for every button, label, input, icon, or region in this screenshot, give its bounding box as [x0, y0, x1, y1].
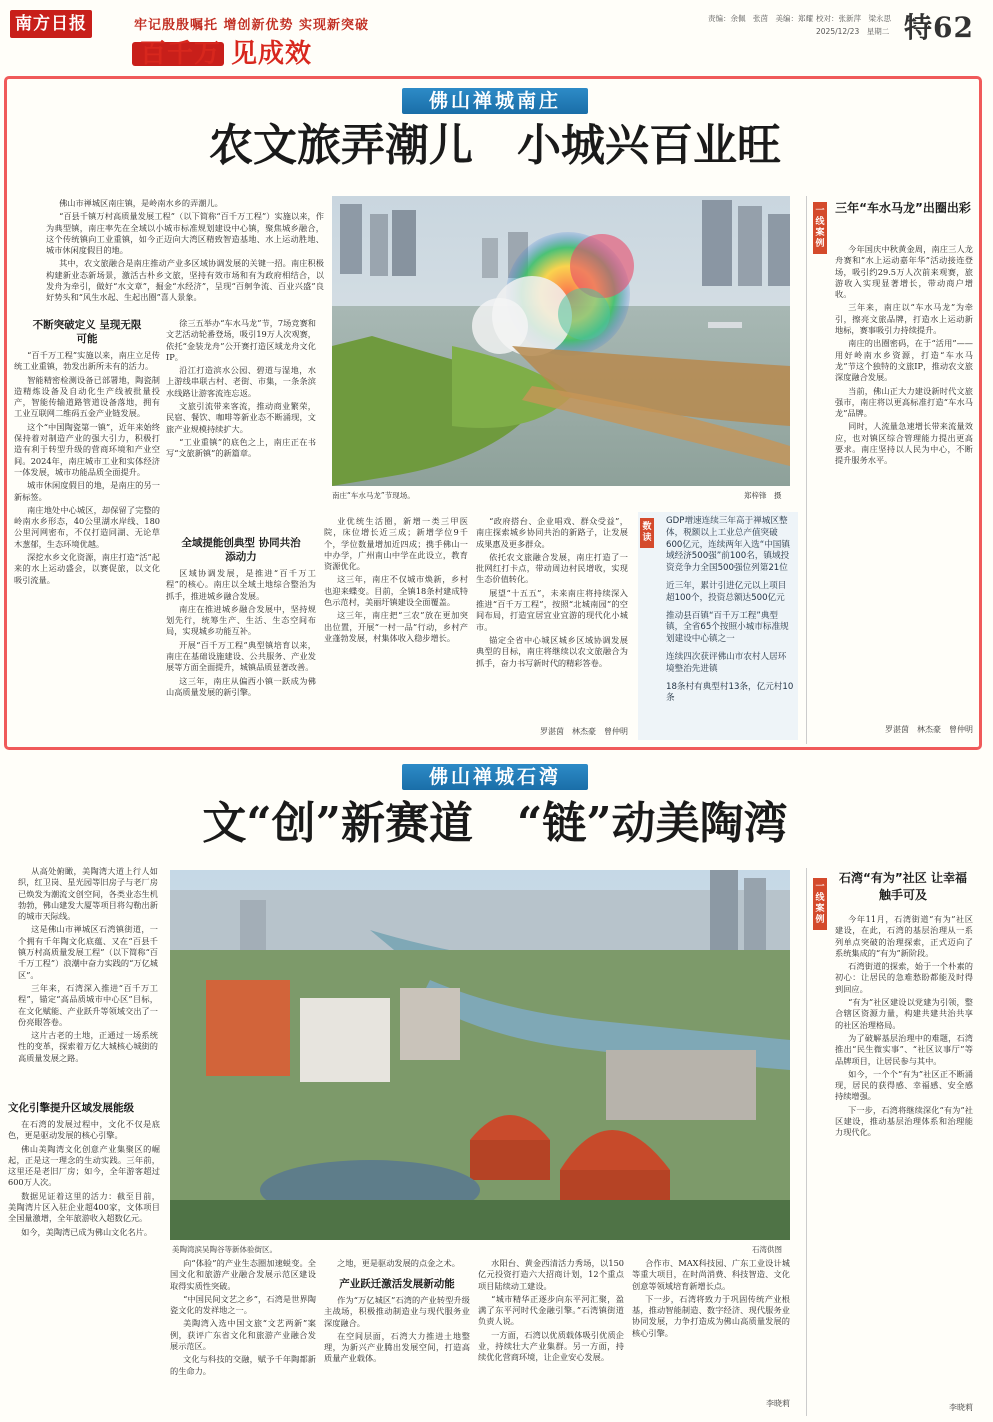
paragraph: 业优统生活圈，新增一类三甲医院，床位增长近三成；新增学位9千个，学位数量增加近四成；携手佛山一中办学，广州南山中学在此设立，教育资源优化。: [324, 516, 468, 572]
paragraph: 同时，人流量急速增长带来流量效应，也对镇区综合管理能力提出更高要求。南庄坚持以人民为中心，不断提升服务水平。: [835, 421, 973, 466]
paragraph: 这三年，南庄从偏西小镇一跃成为佛山高质量发展的新引擎。: [166, 675, 316, 697]
paragraph: 如今，美陶湾已成为佛山文化名片。: [21, 1226, 153, 1237]
paragraph: “城市精华正逐步向东平河汇聚，盈满了东平河时代金融引擎。”石湾镇街道负责人说。: [478, 1293, 624, 1327]
top-column-1: [14, 318, 160, 744]
paragraph: 锚定全省中心城区城乡区域协调发展典型的目标，南庄将继续以农文旅融合为抓手，奋力书写新时代的精彩答卷。: [476, 634, 628, 668]
sidebar-title: 三年“车水马龙”出圈出彩: [835, 201, 971, 215]
paragraph: 下一步，石湾将致力于巩固传统产业根基，推动智能制造、数字经济、现代服务业协同发展，力争打造成为佛山高质量发展的核心引擎。: [632, 1293, 790, 1338]
paragraph: 数据见证着这里的活力：截至目前，美陶湾片区入驻企业超400家，文体项目全国量激增，全年旅游收入超数亿元。: [8, 1190, 160, 1224]
paragraph: “政府搭台、企业唱戏、群众受益”，南庄探索城乡协同共治的新路子，让发展成果惠及更多群众。: [476, 516, 628, 549]
bottom-column-1: [8, 1100, 160, 1416]
fact-item: 推动县百镇“百千万工程”典型镇，全省65个按照小城市标准规划建设中心镇之一: [666, 610, 789, 645]
paragraph: 在空间层面，石湾大力推进土地整理，为新兴产业腾出发展空间，打造高质量产业载体。: [324, 1330, 470, 1364]
bottom-lead: [18, 866, 158, 1076]
paragraph: 一方面，石湾以优质载体吸引优质企业，持续壮大产业集群。另一方面，持续优化营商环境，让企业安心发展。: [478, 1329, 624, 1363]
column-body: [476, 516, 628, 726]
top-headline: 农文旅弄潮儿 小城兴百业旺: [209, 120, 781, 171]
paragraph: 向“体验”的产业生态圈加速蜕变。全国文化和旅游产业融合发展示范区建设取得实质性突破。: [170, 1258, 316, 1291]
bottom-photo-caption: 美陶湾滨吴陶谷等新体验街区。: [172, 1245, 277, 1254]
bottom-photo-credit: 石湾供图: [752, 1245, 782, 1254]
top-lead: [46, 198, 324, 303]
paragraph: 今年国庆中秋黄金周，南庄三人龙舟赛和“水上运动嘉年华”活动接连登场，吸引约29.5万人次前来观赛，旅游收入实现显著增长，带动商户增收。: [835, 244, 973, 300]
paragraph: 南庄地处中心城区，却保留了完整的岭南水乡形态，40公里湖水岸线、180公里河网密布，不仅打造同湖、无论草木葱郁，生态环境优越。: [14, 504, 160, 549]
paragraph: 这三年，南庄把“三农”放在更加突出位置，开展“一村一品”行动，乡村产业蓬勃发展，村集体收入稳步增长。: [324, 610, 468, 643]
paragraph: 水阳台、黄金西清活力秀场，以150亿元投资打造六大招商计划，12个重点项目陆续动工建设。: [478, 1258, 624, 1291]
paragraph: 如今，一个个“有为”社区正不断涌现，居民的获得感、幸福感、安全感持续增强。: [835, 1068, 973, 1102]
top-column-4: [476, 516, 628, 744]
column-subhead: 文化引擎提升区域发展能级: [8, 1102, 134, 1114]
paragraph: “中国民间文艺之乡”，石湾是世界陶瓷文化的发祥地之一。: [170, 1293, 316, 1316]
top-column-2: [166, 318, 316, 744]
paragraph: 之地，更是驱动发展的点金之术。: [337, 1258, 460, 1268]
lead-paragraph: 这是佛山市禅城区石湾镇街道，一个拥有千年陶文化底蕴、又在“百县千镇万村高质量发展工程”（以下简称“百千万工程”）浪潮中奋力实践的“万亿城区”。: [18, 924, 158, 980]
lead-paragraph: “百县千镇万村高质量发展工程”（以下简称“百千万工程”）实施以来，作为典型镇，南庄率先在全域以小城市标准规划建设中心镇，聚焦城乡融合，这个传统镇向工业重镇，如今正迈向大湾区精致智造基地、水上运动胜地、城市休闲度假目的地。: [46, 211, 324, 256]
bottom-column-3: [324, 1258, 470, 1416]
bottom-section-banner: [402, 764, 588, 790]
paragraph: 佛山美陶湾文化创意产业集聚区的崛起，正是这一理念的生动实践。三年前，这里还是老旧厂房；如今，全年游客超过600万人次。: [8, 1143, 160, 1188]
paragraph: 深挖水乡文化资源，南庄打造“活”起来的水上运动盛会，以赛促旅，以文化吸引流量。: [14, 552, 160, 585]
column-body: [324, 1258, 470, 1274]
paragraph: 这三年，南庄不仅城市焕新，乡村也迎来蝶变。目前，全镇18条村建成特色示范村，美丽圩镇建设全面覆盖。: [324, 574, 468, 608]
top-section-banner: [402, 88, 588, 114]
bottom-photo-taowan: [170, 870, 790, 1240]
paragraph: 南庄的出圈密码，在于“活用”——用好岭南水乡资源，打造“车水马龙”节这个独特的文旅IP，推动农文旅深度融合发展。: [835, 338, 973, 383]
paragraph: 今年11月，石湾街道“有为”社区建设，在此，石湾的基层治理从一系列单点突破的治理探索，正式迈向了系统集成的“有为”新阶段。: [835, 914, 973, 958]
sidebar-body: [835, 914, 973, 1398]
paragraph: 南庄在推进城乡融合发展中，坚持规划先行，统筹生产、生活、生态空间布局，实现城乡功能互补。: [166, 603, 316, 637]
column-body: [166, 318, 316, 530]
sidebar-byline: 罗湛茵 林杰豪 曾仲明: [885, 725, 973, 734]
paragraph: 沿江打造滨水公园、碧道与湿地，水上游线串联古村、老街、市集，一条条滨水线路让游客流连忘返。: [166, 365, 316, 398]
sidebar-tag: 一线案例: [813, 878, 827, 930]
bottom-column-4: [478, 1258, 624, 1416]
paragraph: 当前，佛山正大力建设新时代文旅强市，南庄将以更高标准打造“车水马龙”品牌。: [835, 385, 973, 419]
paragraph: 开展“百千万工程”典型镇培育以来，南庄在基础设施建设、公共服务、产业发展等方面全面提升，城镇品质显著改善。: [166, 639, 316, 673]
fact-item: 近三年，累计引进亿元以上项目超100个，投资总额达500亿元: [666, 580, 787, 603]
byline: 罗湛茵 林杰豪 曾仲明: [540, 727, 628, 736]
facts-box: [638, 512, 798, 740]
paragraph: “工业重镇”的底色之上，南庄正在书写“文旅新镇”的新篇章。: [166, 436, 316, 459]
facts-list: [666, 516, 794, 711]
bottom-headline: 文“创”新赛道 “链”动美陶湾: [202, 798, 788, 849]
paragraph: 下一步，石湾将继续深化“有为”社区建设，推动基层治理体系和治理能力现代化。: [835, 1104, 973, 1138]
special-column-title: 百千万 见成效: [140, 39, 313, 69]
masthead: [0, 0, 993, 74]
logo-text: 南方日报: [15, 14, 87, 34]
fact-item: 18条村有典型村13条，亿元村10条: [666, 681, 794, 704]
sidebar-byline: 李晓莉: [949, 1403, 973, 1412]
bottom-sidebar: [806, 868, 979, 1416]
taowan-aerial-illustration: [170, 870, 790, 1240]
paragraph: 区域协调发展，是推进“百千万工程”的核心。南庄以全域土地综合整治为抓手，推进城乡融合发展。: [166, 568, 316, 601]
lead-paragraph: 从高处俯瞰，美陶湾大道上行人如织，红卫岗、星光园等旧房子与老厂房已焕发为潮流文创空间，各类业态生机勃勃，佛山建发大厦等项目将勾勒出新的城市天际线。: [18, 866, 158, 922]
paragraph: 徐三五举办“车水马龙”节，7场竞赛和文艺活动轮番登场，吸引19万人次观赛，依托“金装龙舟”公开赛打造区域龙舟文化IP。: [166, 318, 316, 362]
newspaper-logo: [10, 10, 92, 38]
facts-tag: 数读: [640, 518, 654, 548]
dragon-boat-illustration: [332, 196, 790, 486]
paragraph: 文化与科技的交融，赋予千年陶都新的生命力。: [170, 1354, 316, 1376]
paragraph: 文旅引流带来客流，推动商业繁荣，民宿、餐饮、咖啡等新业态不断涌现，文旅产业规模持续扩大。: [166, 401, 316, 434]
byline: 李晓莉: [766, 1399, 790, 1408]
column-body: [8, 1119, 160, 1415]
column-body: [166, 568, 316, 736]
special-column-badge: [132, 38, 358, 70]
sidebar-tag: 一线案例: [813, 202, 827, 254]
fact-item: GDP增速连续三年高于禅城区整体，税额以上工业总产值突破600亿元，连续两年入选“中国镇域经济500强”前100名，镇域投资竞争力全国500强位列第21位: [666, 516, 790, 574]
masthead-slogan: 牢记殷殷嘱托 增创新优势 实现新突破: [134, 18, 370, 33]
paragraph: “百千万工程”实施以来，南庄立足传统工业重镇，勃发出新所未有的活力。: [14, 350, 160, 372]
bottom-column-2: [170, 1258, 316, 1416]
column-subhead: 全域提能创典型 协同共治添动力: [181, 537, 301, 563]
sidebar-title: 石湾“有为”社区 让幸福触手可及: [839, 871, 967, 902]
column-subhead: 产业跃迁激活发展新动能: [339, 1278, 455, 1290]
paragraph: 依托农文旅融合发展，南庄打造了一批网红打卡点，带动周边村民增收，实现生态价值转化。: [476, 551, 628, 585]
column-body: [324, 1295, 470, 1413]
paragraph: 这个“中国陶瓷第一镇”，近年来始终保持着对制造产业的强大引力，积极打造有利于转型升级的营商环境和产业空间。2024年，南庄城市工业和实体经济一体发展，城市功能品质全面提升。: [14, 421, 160, 477]
paragraph: 合作市、MAX科技园、广东工业设计城等重大项目，在时尚消费、科技智造、文化创意等领域培育新增长点。: [632, 1258, 790, 1291]
editor-credits: 责编：余佩 张茵 美编：郑耀: [708, 14, 813, 23]
paragraph: 在石湾的发展过程中，文化不仅是底色，更是驱动发展的核心引擎。: [8, 1119, 160, 1141]
column-subhead: 不断突破定义 呈现无限可能: [32, 319, 142, 345]
top-photo-caption: 南庄“车水马龙”节现场。: [332, 491, 415, 500]
lead-paragraph: 其中，农文旅融合是南庄推动产业多区域协调发展的关键一招。南庄积极构建新业态新场景，激活古朴乡文旅，坚持有效市场和有为政府相结合，以发舟为牵引，做好“水文章”，掘金“水经济”，呈现“百舸争流、百业兴盛”良好势头和“风生水起、生起出圈”喜人景象。: [46, 258, 324, 303]
bottom-section-banner-text: 佛山禅城石湾: [428, 766, 561, 788]
paragraph: 三年来，南庄以“车水马龙”为牵引，擦亮文旅品牌，打造水上运动新地标，赛事吸引力持续提升。: [835, 302, 973, 336]
paragraph: 展望“十五五”，未来南庄将持续深入推进“百千万工程”，按照“北城南园”的空间布局，打造宜居宜业宜游的现代化小城市。: [476, 587, 628, 632]
lead-paragraph: 三年来，石湾深入推进“百千万工程”，锚定“高品质城市中心区”目标，在文化赋能、产业跃升等领域交出了一份亮眼答卷。: [18, 982, 158, 1027]
top-section-banner-text: 佛山禅城南庄: [428, 90, 561, 112]
fact-item: 连续四次获评佛山市农村人居环境整治先进镇: [666, 651, 787, 674]
paragraph: 美陶湾入选中国文旅“文艺两新”案例，获评广东省文化和旅游产业融合发展示范区。: [170, 1318, 316, 1352]
column-body: [632, 1258, 790, 1398]
page-number: 特62: [904, 11, 974, 44]
paragraph: 为了破解基层治理中的难题，石湾推出“民生微实事”、“社区议事厅”等品牌项目，让居民参与其中。: [835, 1032, 973, 1066]
lead-paragraph: 这片古老的土地，正通过一场系统性的变革，探索着万亿大城核心城街的高质量发展之路。: [18, 1030, 158, 1063]
column-body: [14, 350, 160, 742]
top-photo-credit: 郑梓锋 摄: [744, 491, 782, 500]
proof-credits: 校对：张新萍 梁永思: [816, 14, 891, 23]
paragraph: “有为”社区建设以党建为引领，整合辖区资源力量，构建共建共治共享的社区治理格局。: [835, 997, 973, 1030]
top-column-3: [324, 516, 468, 744]
bottom-column-5: [632, 1258, 790, 1416]
paragraph: 作为“万亿城区”石湾的产业转型升级主战场，积极推动制造业与现代服务业深度融合。: [324, 1295, 470, 1328]
paragraph: 城市休闲度假目的地，是南庄的另一新标签。: [14, 480, 160, 502]
paragraph: 智能精密检测设备已部署地，陶瓷制造精炼设备及自动化生产线被批量投产，智能传输道路管道设备落地，拥有工业互联网二维码五金产业链发展。: [14, 374, 160, 419]
lead-paragraph: 佛山市禅城区南庄镇，是岭南水乡的弄潮儿。: [59, 198, 223, 208]
issue-date: 2025/12/23 星期二: [816, 27, 890, 36]
top-photo-dragon-boat: [332, 196, 790, 486]
top-sidebar: [806, 196, 979, 744]
paragraph: 石湾街道的探索，始于一个朴素的初心：让居民的急难愁盼都能及时得到回应。: [835, 961, 973, 994]
sidebar-body: [835, 244, 973, 720]
